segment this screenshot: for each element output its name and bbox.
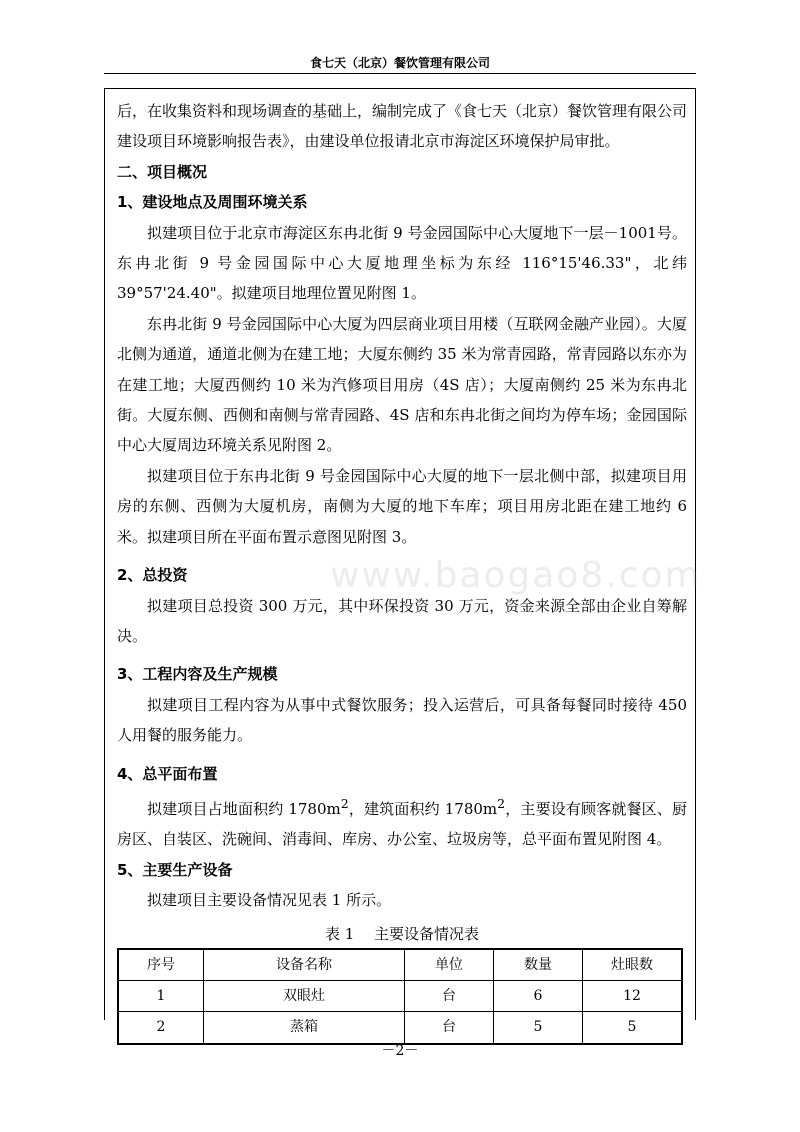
layout-paragraph [117, 789, 687, 855]
layout-text-b: ，建筑面积约 1780m [348, 799, 498, 818]
location-paragraph-3: 拟建项目位于东冉北街 9 号金园国际中心大厦的地下一层北侧中部，拟建项目用房的东侧、西侧为大厦机房，南侧为大厦的地下车库；项目用房北距在建工地约 6 米。拟建项目所在平面布置示意图见附图 3。 [117, 466, 687, 546]
table-cell: 台 [405, 980, 494, 1011]
table-cell: 台 [405, 1012, 494, 1044]
table-cell: 2 [118, 1012, 204, 1044]
layout-text-a: 拟建项目占地面积约 1780m [147, 799, 341, 818]
intro-paragraph: 后，在收集资料和现场调查的基础上，编制完成了《食七天（北京）餐饮管理有限公司建设项目环境影响报告表》，由建设单位报请北京市海淀区环境保护局审批。 [117, 102, 688, 151]
table-header-cell: 设备名称 [204, 949, 405, 981]
subsection-title-scale: 3、工程内容及生产规模 [117, 665, 278, 684]
equipment-paragraph: 拟建项目主要设备情况见表 1 所示。 [147, 891, 392, 910]
section-title: 二、项目概况 [117, 162, 208, 181]
table-header-cell: 单位 [405, 949, 494, 981]
subsection-title-location: 1、建设地点及周围环境关系 [117, 193, 308, 212]
subsection-title-layout: 4、总平面布置 [117, 764, 218, 783]
document-header: 食七天（北京）餐饮管理有限公司 [309, 56, 490, 70]
header-divider [104, 73, 696, 74]
document-body [117, 96, 687, 1045]
table-cell: 双眼灶 [204, 980, 405, 1011]
watermark: www.baogao8.com [330, 555, 702, 596]
table-row [118, 980, 682, 1011]
equipment-table [117, 948, 683, 1045]
subsection-title-equipment: 5、主要生产设备 [117, 860, 233, 879]
superscript-2: 2 [340, 795, 349, 811]
table-header-cell: 序号 [118, 949, 204, 981]
table-cell: 5 [494, 1012, 583, 1044]
table-header-cell: 数量 [494, 949, 583, 981]
scale-paragraph: 拟建项目工程内容为从事中式餐饮服务；投入运营后，可具备每餐同时接待 450 人用餐的服务能力。 [117, 695, 687, 745]
table-row [118, 1012, 682, 1044]
layout-text-c: ，主要设有顾客就餐区、厨房区、自装区、洗碗间、消毒间、库房、办公室、垃圾房等，总平面布置见附图 4。 [117, 799, 687, 849]
subsection-title-investment: 2、总投资 [117, 566, 188, 585]
table-cell: 蒸箱 [204, 1012, 405, 1044]
table-cell: 5 [583, 1012, 683, 1044]
page-number: －2－ [381, 1043, 419, 1059]
table-header-row [118, 949, 682, 981]
superscript-2: 2 [497, 795, 506, 811]
table-caption: 表 1 主要设备情况表 [324, 924, 480, 943]
table-header-cell: 灶眼数 [583, 949, 683, 981]
table-cell: 12 [583, 980, 683, 1011]
investment-paragraph: 拟建项目总投资 300 万元，其中环保投资 30 万元，资金来源全部由企业自筹解决。 [117, 596, 687, 645]
table-cell: 1 [118, 980, 204, 1011]
location-paragraph-2: 东冉北街 9 号金园国际中心大厦为四层商业项目用楼（互联网金融产业园）。大厦北侧为通道，通道北侧为在建工地；大厦东侧约 35 米为常青园路，常青园路以东亦为在建工地；大厦西侧约 10 米为汽修项目用房（4S 店）；大厦南侧约 25 米为东冉北街。大厦东侧、西侧和南侧与常青园路、4S 店和东冉北街之间均为停车场；金园国际中心大厦周边环境关系见附图 2。 [117, 314, 687, 455]
location-paragraph-1: 拟建项目位于北京市海淀区东冉北街 9 号金园国际中心大厦地下一层－1001号。东冉北街 9 号金园国际中心大厦地理坐标为东经 116°15'46.33"，北纬 39°57'24.40"。拟建项目地理位置见附图 1。 [117, 223, 687, 303]
table-cell: 6 [494, 980, 583, 1011]
